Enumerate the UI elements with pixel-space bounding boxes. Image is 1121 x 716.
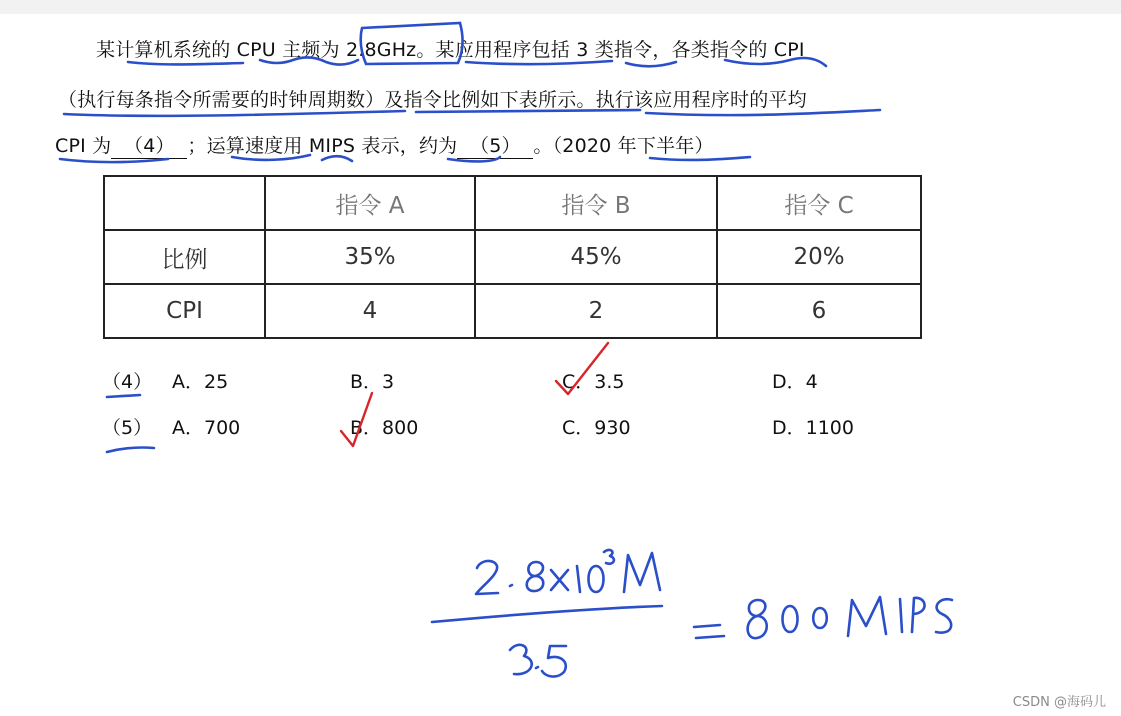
table-cell: CPI: [104, 284, 265, 338]
table-cell: 45%: [475, 230, 717, 284]
q4-option-d: D．4: [772, 371, 818, 393]
q4-option-b: B．3: [350, 371, 395, 393]
q5-option-c: C．930: [562, 417, 631, 439]
handwritten-denominator: [510, 645, 566, 677]
question-line-1: 某计算机系统的 CPU 主频为 2.8GHz。某应用程序包括 3 类指令，各类指令的 CPI: [96, 39, 805, 61]
table-cell: 20%: [717, 230, 921, 284]
question-line-2: （执行每条指令所需要的时钟周期数）及指令比例如下表所示。执行该应用程序时的平均: [58, 89, 807, 111]
answer-blank-4: （4）: [111, 131, 187, 159]
answer-blank-5: （5）: [457, 131, 533, 159]
q5-option-b: B．800: [350, 417, 419, 439]
q4-number: （4）: [102, 371, 153, 393]
q4-option-c: C．3.5: [562, 371, 625, 393]
fraction-line: [432, 606, 662, 622]
q5-option-a: A．700: [172, 417, 241, 439]
handwritten-result: [694, 597, 952, 638]
table-header-cell: 指令 A: [265, 176, 475, 230]
table-cell: 6: [717, 284, 921, 338]
table-cell: 35%: [265, 230, 475, 284]
question-line-3-end: 。（2020 年下半年）: [533, 135, 714, 157]
q5-number: （5）: [102, 417, 153, 439]
table-header-cell: 指令 B: [475, 176, 717, 230]
q5-option-d: D．1100: [772, 417, 854, 439]
q4-option-a: A．25: [172, 371, 229, 393]
handwritten-numerator: [476, 550, 660, 594]
watermark: CSDN @海码儿: [1012, 695, 1106, 710]
question-line-3-middle: ；运算速度用 MIPS 表示，约为: [187, 135, 458, 157]
table-header-cell: 指令 C: [717, 176, 921, 230]
table-cell: 2: [475, 284, 717, 338]
question-line-3-start: CPI 为: [55, 135, 112, 157]
table-cell: 比例: [104, 230, 265, 284]
table-cell: 4: [265, 284, 475, 338]
